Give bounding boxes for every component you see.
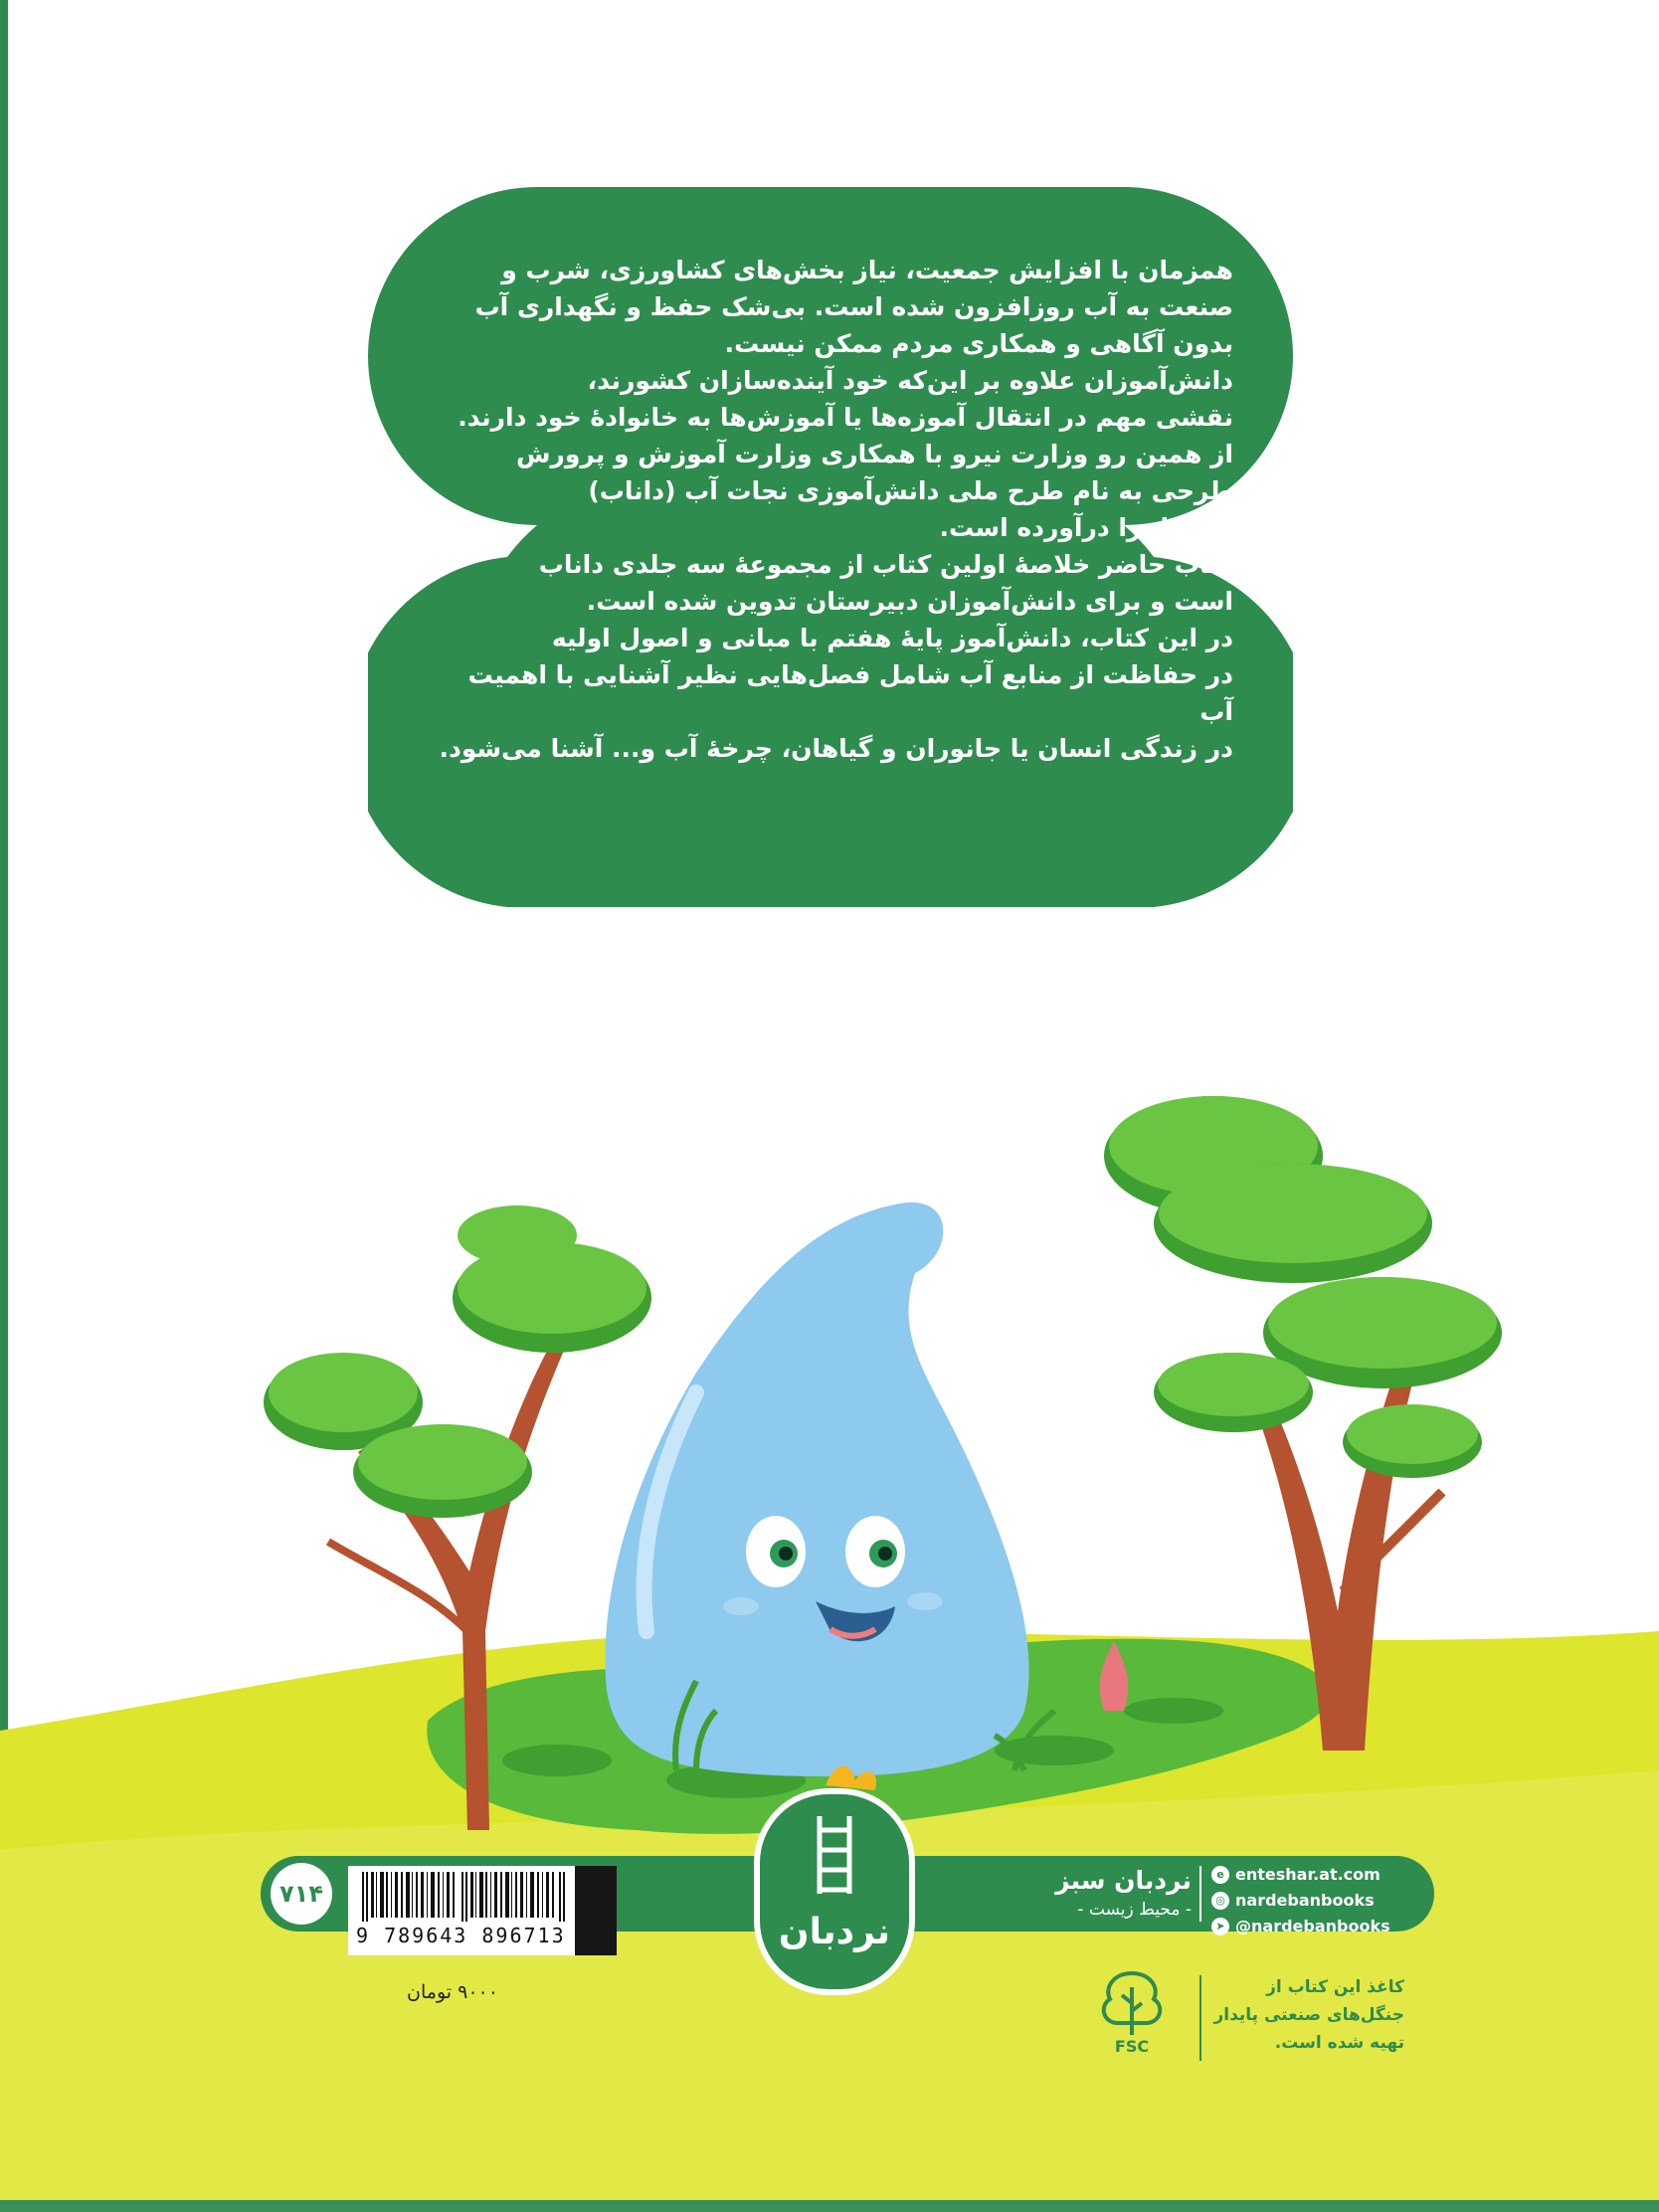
blurb-line: صنعت به آب روزافزون شده است. بی‌شک حفظ و نگهداری آب [474, 292, 1233, 321]
illustration [0, 1074, 1659, 2200]
fsc-divider [1199, 1975, 1201, 2061]
series-name: نردبان سبز [1055, 1866, 1192, 1895]
publisher-logo [754, 1788, 915, 1995]
contact-text: enteshar.at.com [1235, 1865, 1381, 1884]
blurb-line: در این کتاب، دانش‌آموز پایهٔ هفتم با مبانی و اصول اولیه [551, 624, 1233, 652]
bottom-edge [0, 2200, 1659, 2212]
band-divider [1199, 1866, 1201, 1922]
contact-website[interactable] [1211, 1864, 1420, 1888]
barcode [348, 1866, 617, 1955]
contact-instagram[interactable] [1211, 1890, 1420, 1914]
fsc-logo [1092, 1969, 1172, 2065]
fsc-line: جنگل‌های صنعتی پایدار [1213, 2005, 1404, 2025]
blurb-cloud [368, 187, 1293, 907]
contact-telegram[interactable] [1211, 1916, 1420, 1939]
book-code-badge: ۷۱۴ [271, 1863, 332, 1925]
blurb-line: را به اجرا درآورده است. [939, 513, 1233, 542]
series-subtitle: - محیط زیست - [1077, 1900, 1192, 1920]
ladder-icon [820, 1816, 849, 1894]
fsc-note [1205, 1973, 1404, 2057]
contact-text: @nardebanbooks [1235, 1917, 1390, 1936]
blurb-line: طرحی به نام طرح ملی دانش‌آموزی نجات آب (داناب) [588, 476, 1233, 505]
blurb-line: است و برای دانش‌آموزان دبیرستان تدوین شده است. [586, 587, 1233, 616]
globe-icon: e [1211, 1866, 1229, 1884]
fsc-line: تهیه شده است. [1274, 2033, 1404, 2053]
blurb-text [428, 252, 1233, 767]
barcode-number: 9 789643 896713 [356, 1924, 566, 1947]
blurb-line: کتاب حاضر خلاصهٔ اولین کتاب از مجموعهٔ سه جلدی داناب [538, 550, 1233, 579]
blurb-line: نقشی مهم در انتقال آموزه‌ها یا آموزش‌ها به خانوادهٔ خود دارند. [458, 403, 1233, 432]
telegram-icon: ➤ [1211, 1918, 1229, 1936]
water-drop-character [605, 1202, 1028, 1776]
blurb-line: در حفاظت از منابع آب شامل فصل‌هایی نظیر آشنایی با اهمیت آب [467, 660, 1233, 726]
fsc-line: کاغذ این کتاب از [1266, 1977, 1404, 1997]
fsc-tree-icon [1092, 1969, 1172, 2039]
blurb-line: از همین رو وزارت نیرو با همکاری وزارت آموزش و پرورش [515, 440, 1233, 468]
contact-text: nardebanbooks [1235, 1891, 1375, 1910]
blurb-line: در زندگی انسان یا جانوران و گیاهان، چرخهٔ آب و... آشنا می‌شود. [439, 734, 1233, 763]
barcode-bars [362, 1872, 571, 1922]
fsc-label: FSC [1114, 2037, 1150, 2056]
blurb-line: دانش‌آموزان علاوه بر این‌که خود آینده‌سازان کشورند، [587, 366, 1233, 395]
price: ۹۰۰۰ تومان [407, 1981, 498, 2003]
blurb-line: بدون آگاهی و همکاری مردم ممکن نیست. [724, 329, 1233, 358]
blurb-line: همزمان با افزایش جمعیت، نیاز بخش‌های کشاورزی، شرب و [501, 256, 1233, 284]
barcode-dark-block [575, 1866, 617, 1955]
logo-text: نردبان [778, 1912, 891, 1952]
instagram-icon: ◎ [1211, 1892, 1229, 1910]
